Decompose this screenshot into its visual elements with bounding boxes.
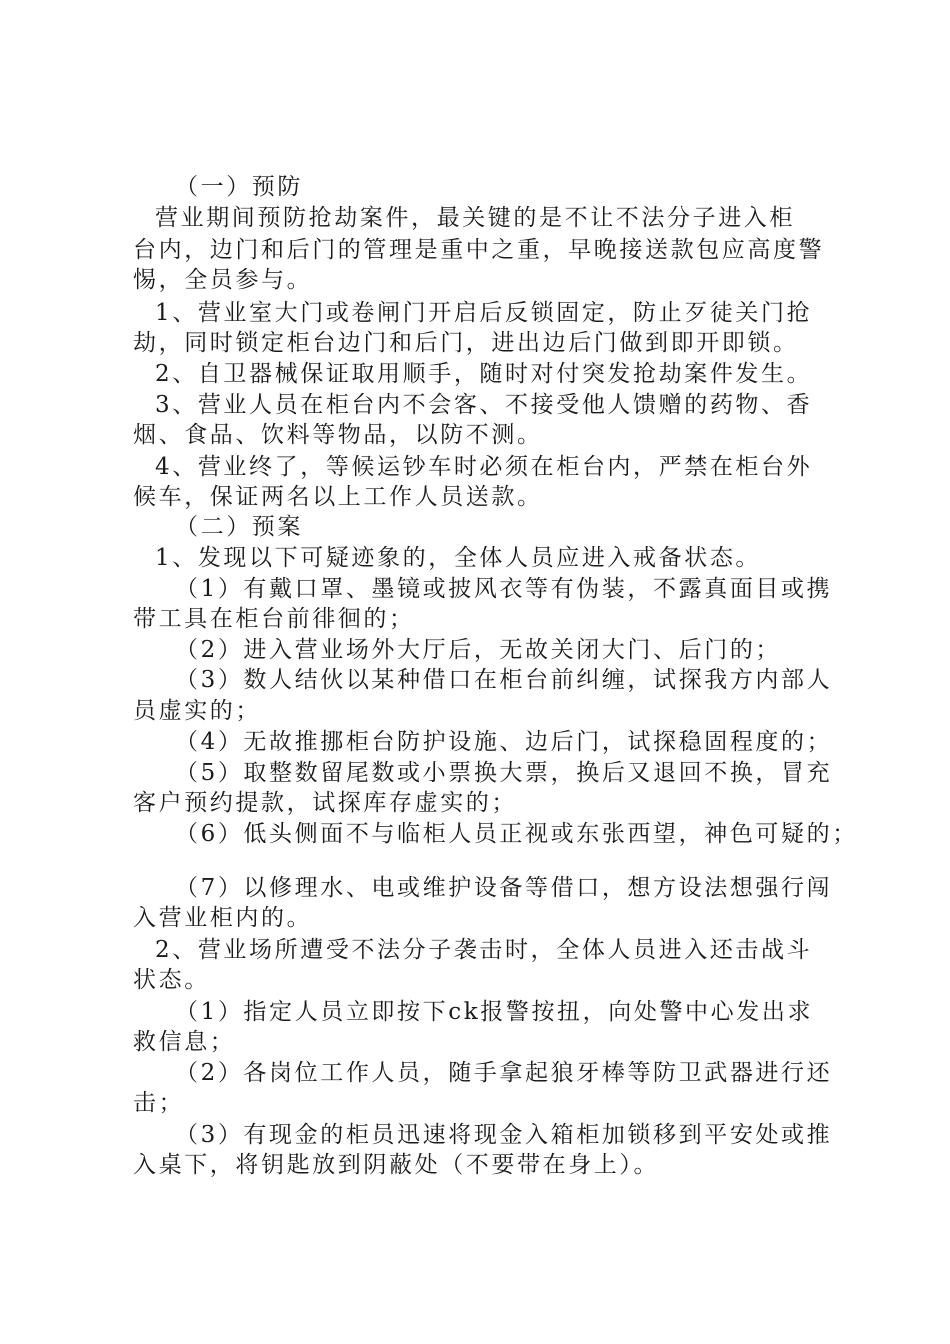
list-item-line: （1）指定人员立即按下ck报警按扭，向处警中心发出求 [175, 999, 814, 1025]
paragraph-line: 营业期间预防抢劫案件，最关键的是不让不法分子进入柜 [155, 205, 795, 231]
list-item-line: （3）有现金的柜员迅速将现金入箱柜加锁移到平安处或推 [175, 1122, 833, 1148]
paragraph-line: 烟、食品、饮料等物品，以防不测。 [133, 422, 543, 448]
section-heading-plan: （二）预案 [175, 514, 303, 540]
list-item-line: （4）无故推挪柜台防护设施、边后门，试探稳固程度的； [175, 729, 833, 755]
list-item-line: （2）各岗位工作人员，随手拿起狼牙棒等防卫武器进行还 [175, 1060, 833, 1086]
list-item-line: （7）以修理水、电或维护设备等借口，想方设法想强行闯 [175, 875, 833, 901]
list-item-line: （6）低头侧面不与临柜人员正视或东张西望，神色可疑的； [175, 821, 858, 847]
paragraph-line: 候车，保证两名以上工作人员送款。 [133, 484, 543, 510]
list-item-line: （5）取整数留尾数或小票换大票，换后又退回不换，冒充 [175, 760, 833, 786]
paragraph-line: 台内，边门和后门的管理是重中之重，早晚接送款包应高度警 [133, 237, 825, 263]
list-item-line: 员虚实的； [133, 698, 261, 724]
paragraph-line: 2、自卫器械保证取用顺手，随时对付突发抢劫案件发生。 [155, 361, 813, 387]
list-item-line: 击； [133, 1090, 185, 1116]
paragraph-line: 1、发现以下可疑迹象的，全体人员应进入戒备状态。 [155, 545, 762, 571]
paragraph-line: 3、营业人员在柜台内不会客、不接受他人馈赠的药物、香 [155, 392, 813, 418]
paragraph-line: 4、营业终了，等候运钞车时必须在柜台内，严禁在柜台外 [155, 454, 813, 480]
list-item-line: （1）有戴口罩、墨镜或披风衣等有伪装，不露真面目或携 [175, 576, 833, 602]
paragraph-line: 1、营业室大门或卷闸门开启后反锁固定，防止歹徒关门抢 [155, 300, 813, 326]
list-item-line: （3）数人结伙以某种借口在柜台前纠缠，试探我方内部人 [175, 667, 833, 693]
list-item-line: 入营业柜内的。 [133, 905, 313, 931]
paragraph-line: 2、营业场所遭受不法分子袭击时，全体人员进入还击战斗 [155, 937, 813, 963]
list-item-line: 救信息； [133, 1029, 236, 1055]
paragraph-line: 惕，全员参与。 [133, 267, 313, 293]
paragraph-line: 状态。 [133, 967, 210, 993]
list-item-line: （2）进入营业场外大厅后，无故关闭大门、后门的； [175, 637, 782, 663]
list-item-line: 带工具在柜台前徘徊的； [133, 606, 415, 632]
list-item-line: 入桌下，将钥匙放到阴蔽处（不要带在身上）。 [133, 1152, 660, 1178]
list-item-line: 客户预约提款，试探库存虚实的； [133, 790, 517, 816]
section-heading-prevention: （一）预防 [175, 174, 303, 200]
paragraph-line: 劫，同时锁定柜台边门和后门，进出边后门做到即开即锁。 [133, 330, 799, 356]
